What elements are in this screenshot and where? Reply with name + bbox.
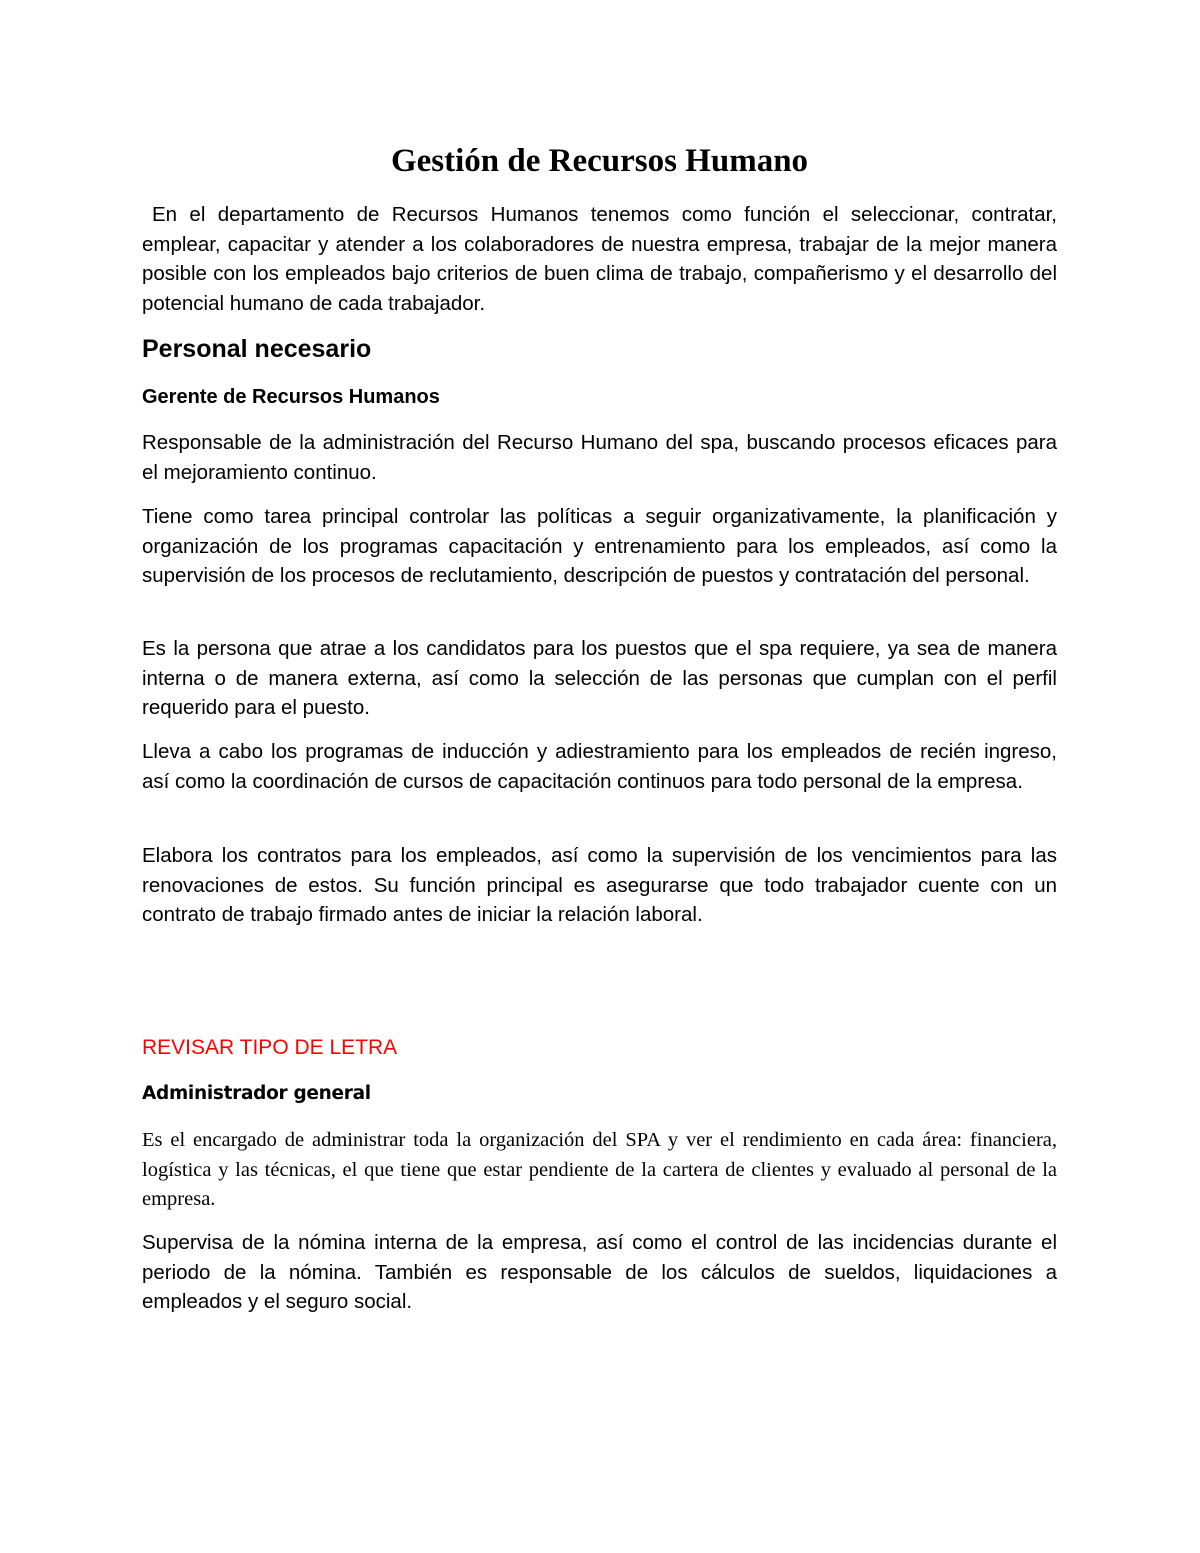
general-admin-paragraph-1: Es el encargado de administrar toda la organización del SPA y ver el rendimiento en cada área: financiera, logística y las técnicas, el que tiene que estar pendiente de la cartera de clientes y evaluado al personal de la empresa. (142, 1129, 1057, 1211)
section-heading: Personal necesario (142, 335, 372, 363)
hr-manager-paragraph-1: Responsable de la administración del Recurso Humano del spa, buscando procesos eficaces para el mejoramiento continuo. (142, 431, 1057, 484)
role-heading-hr-manager: Gerente de Recursos Humanos (142, 386, 440, 408)
intro-paragraph: En el departamento de Recursos Humanos tenemos como función el seleccionar, contratar, emplear, capacitar y atender a los colaboradores de nuestra empresa, trabajar de la mejor manera posible con los empleados bajo criterios de buen clima de trabajo, compañerismo y el desarrollo del potencial humano de cada trabajador. (142, 203, 1057, 315)
review-note: REVISAR TIPO DE LETRA (142, 1036, 398, 1059)
role-heading-general-admin: Administrador general (142, 1083, 371, 1104)
hr-manager-paragraph-2: Tiene como tarea principal controlar las políticas a seguir organizativamente, la planificación y organización de los programas capacitación y entrenamiento para los empleados, así como la supervisión de los procesos de reclutamiento, descripción de puestos y contratación del personal. (142, 505, 1057, 588)
hr-manager-paragraph-5: Elabora los contratos para los empleados, así como la supervisión de los vencimientos para las renovaciones de estos. Su función principal es asegurarse que todo trabajador cuente con un contrato de trabajo firmado antes de iniciar la relación laboral. (142, 844, 1057, 927)
hr-manager-paragraph-4: Lleva a cabo los programas de inducción y adiestramiento para los empleados de recién ingreso, así como la coordinación de cursos de capacitación continuos para todo personal de la empresa. (142, 740, 1057, 793)
document-title: Gestión de Recursos Humano (390, 143, 809, 179)
hr-manager-paragraph-3: Es la persona que atrae a los candidatos para los puestos que el spa requiere, ya sea de manera interna o de manera externa, así como la selección de las personas que cumplan con el perfil requerido para el puesto. (142, 637, 1057, 720)
general-admin-paragraph-2: Supervisa de la nómina interna de la empresa, así como el control de las incidencias durante el periodo de la nómina. También es responsable de los cálculos de sueldos, liquidaciones a empleados y el seguro social. (142, 1231, 1057, 1314)
